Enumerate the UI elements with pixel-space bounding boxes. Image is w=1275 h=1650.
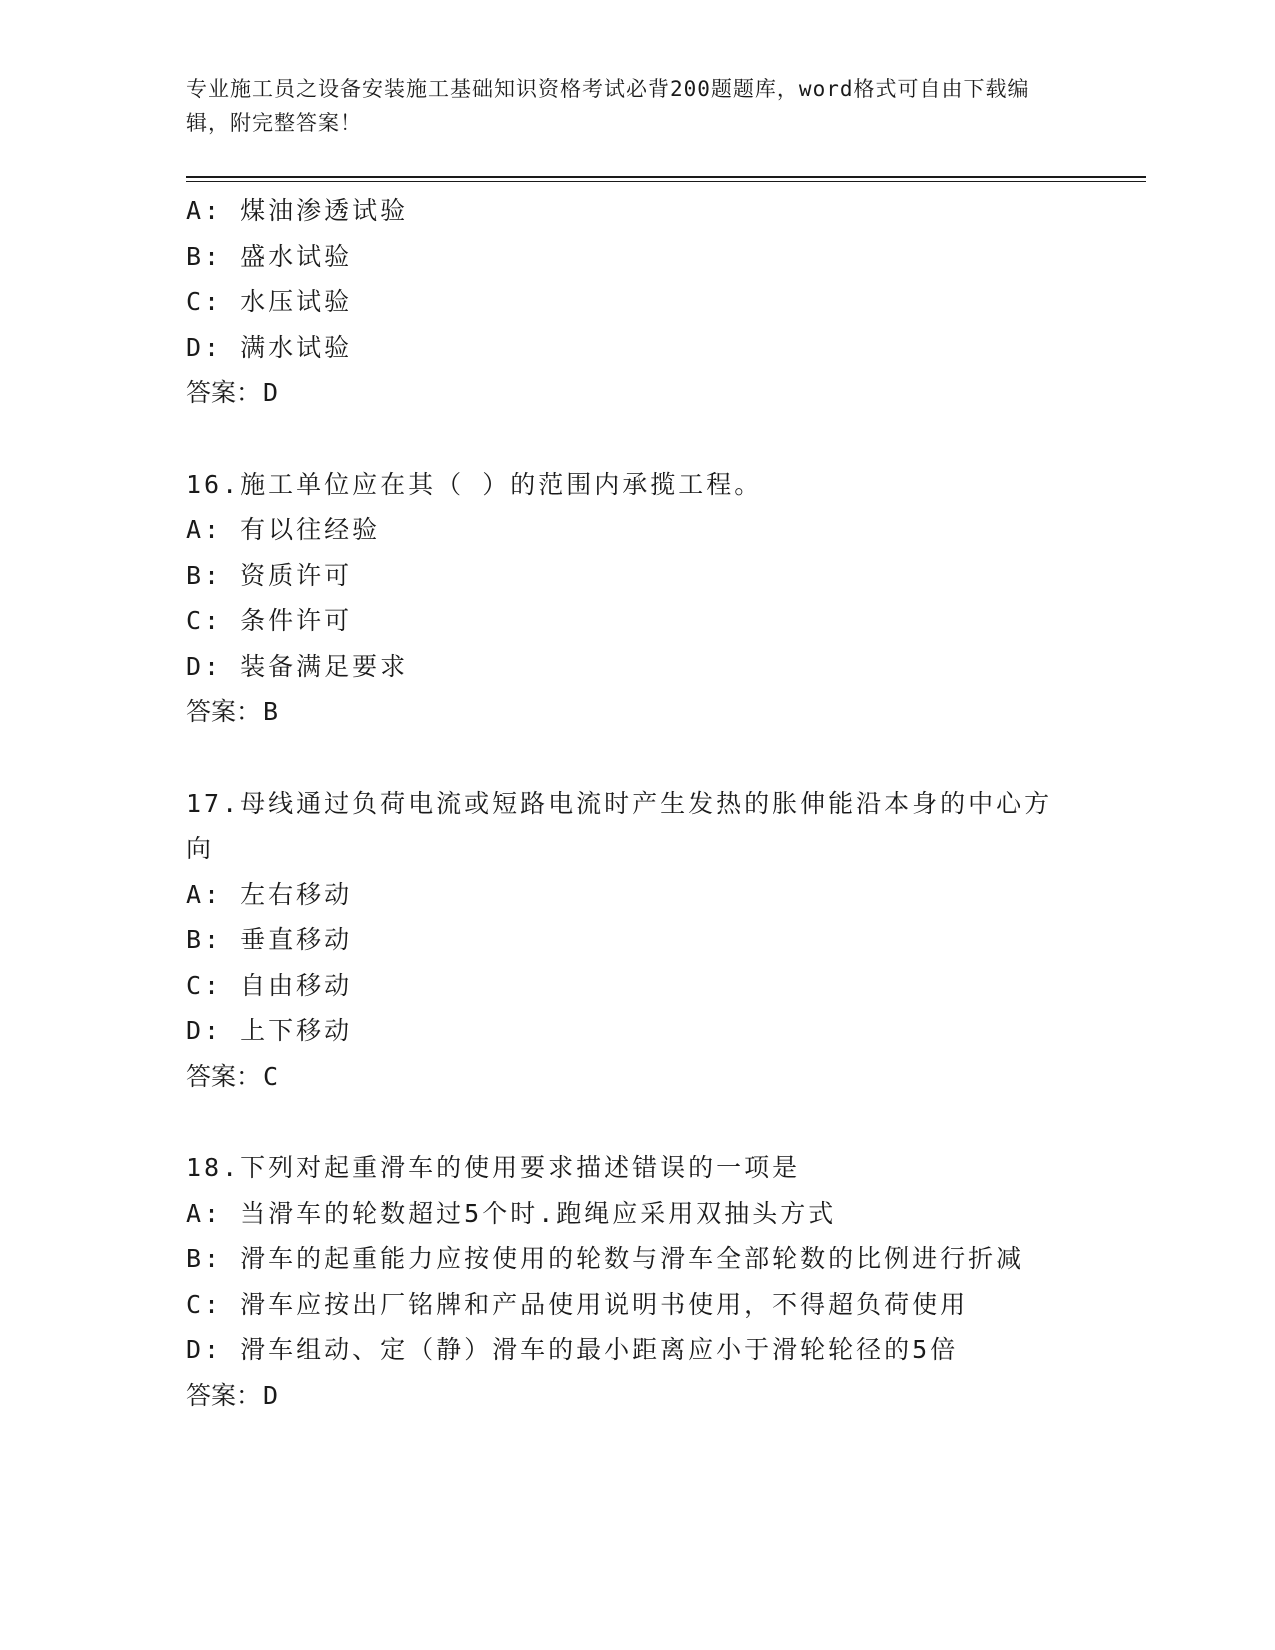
answer-line: [186, 370, 1146, 416]
question-block: [186, 462, 1146, 735]
option-a: A: 当滑车的轮数超过5个时.跑绳应采用双抽头方式: [186, 1198, 837, 1228]
answer-value: C: [263, 1061, 279, 1091]
question-spacer: [186, 1099, 1146, 1145]
answer-value: D: [263, 378, 279, 407]
answer-value: D: [263, 1380, 279, 1410]
option-d: D: 满水试验: [186, 332, 353, 362]
option-a: A: 煤油渗透试验: [186, 196, 409, 225]
question-block: [186, 1145, 1146, 1418]
header-divider-thick: [186, 176, 1146, 178]
option-b: B: 盛水试验: [186, 241, 353, 271]
answer-line: [186, 1373, 1146, 1419]
header-divider-thin: [186, 181, 1146, 182]
option-c: C: 自由移动: [186, 970, 353, 1000]
option-c: C: 滑车应按出厂铭牌和产品使用说明书使用，不得超负荷使用: [186, 1289, 969, 1319]
option-d: D: 上下移动: [186, 1016, 353, 1045]
option-b: B: 垂直移动: [186, 925, 353, 954]
option-b: B: 资质许可: [186, 560, 353, 590]
answer-value: B: [263, 697, 279, 726]
question-block: [186, 188, 1146, 416]
answer-label: 答案：: [186, 1061, 262, 1091]
answer-line: [186, 1054, 1146, 1100]
answer-label: 答案：: [186, 1380, 262, 1410]
answer-line: [186, 689, 1146, 735]
option-d: D: 装备满足要求: [186, 651, 409, 681]
option-c: C: 水压试验: [186, 287, 353, 316]
question-spacer: [186, 735, 1146, 781]
option-a: A: 有以往经验: [186, 515, 381, 544]
question-stem: 16.施工单位应在其（ ）的范围内承揽工程。: [186, 469, 763, 499]
answer-label: 答案：: [186, 697, 262, 726]
question-block: [186, 781, 1146, 1100]
question-list: [186, 188, 1146, 1418]
question-spacer: [186, 416, 1146, 462]
option-b: B: 滑车的起重能力应按使用的轮数与滑车全部轮数的比例进行折减: [186, 1244, 1025, 1273]
question-stem: 18.下列对起重滑车的使用要求描述错误的一项是: [186, 1153, 801, 1182]
option-a: A: 左右移动: [186, 879, 353, 909]
option-c: C: 条件许可: [186, 606, 353, 635]
document-header: 专业施工员之设备安装施工基础知识资格考试必背200题题库，word格式可自由下载编辑，附完整答案！: [186, 77, 1030, 135]
question-stem: 17.母线通过负荷电流或短路电流时产生发热的胀伸能沿本身的中心方向: [186, 788, 1053, 863]
answer-label: 答案：: [186, 378, 262, 407]
option-d: D: 滑车组动、定（静）滑车的最小距离应小于滑轮轮径的5倍: [186, 1335, 959, 1364]
